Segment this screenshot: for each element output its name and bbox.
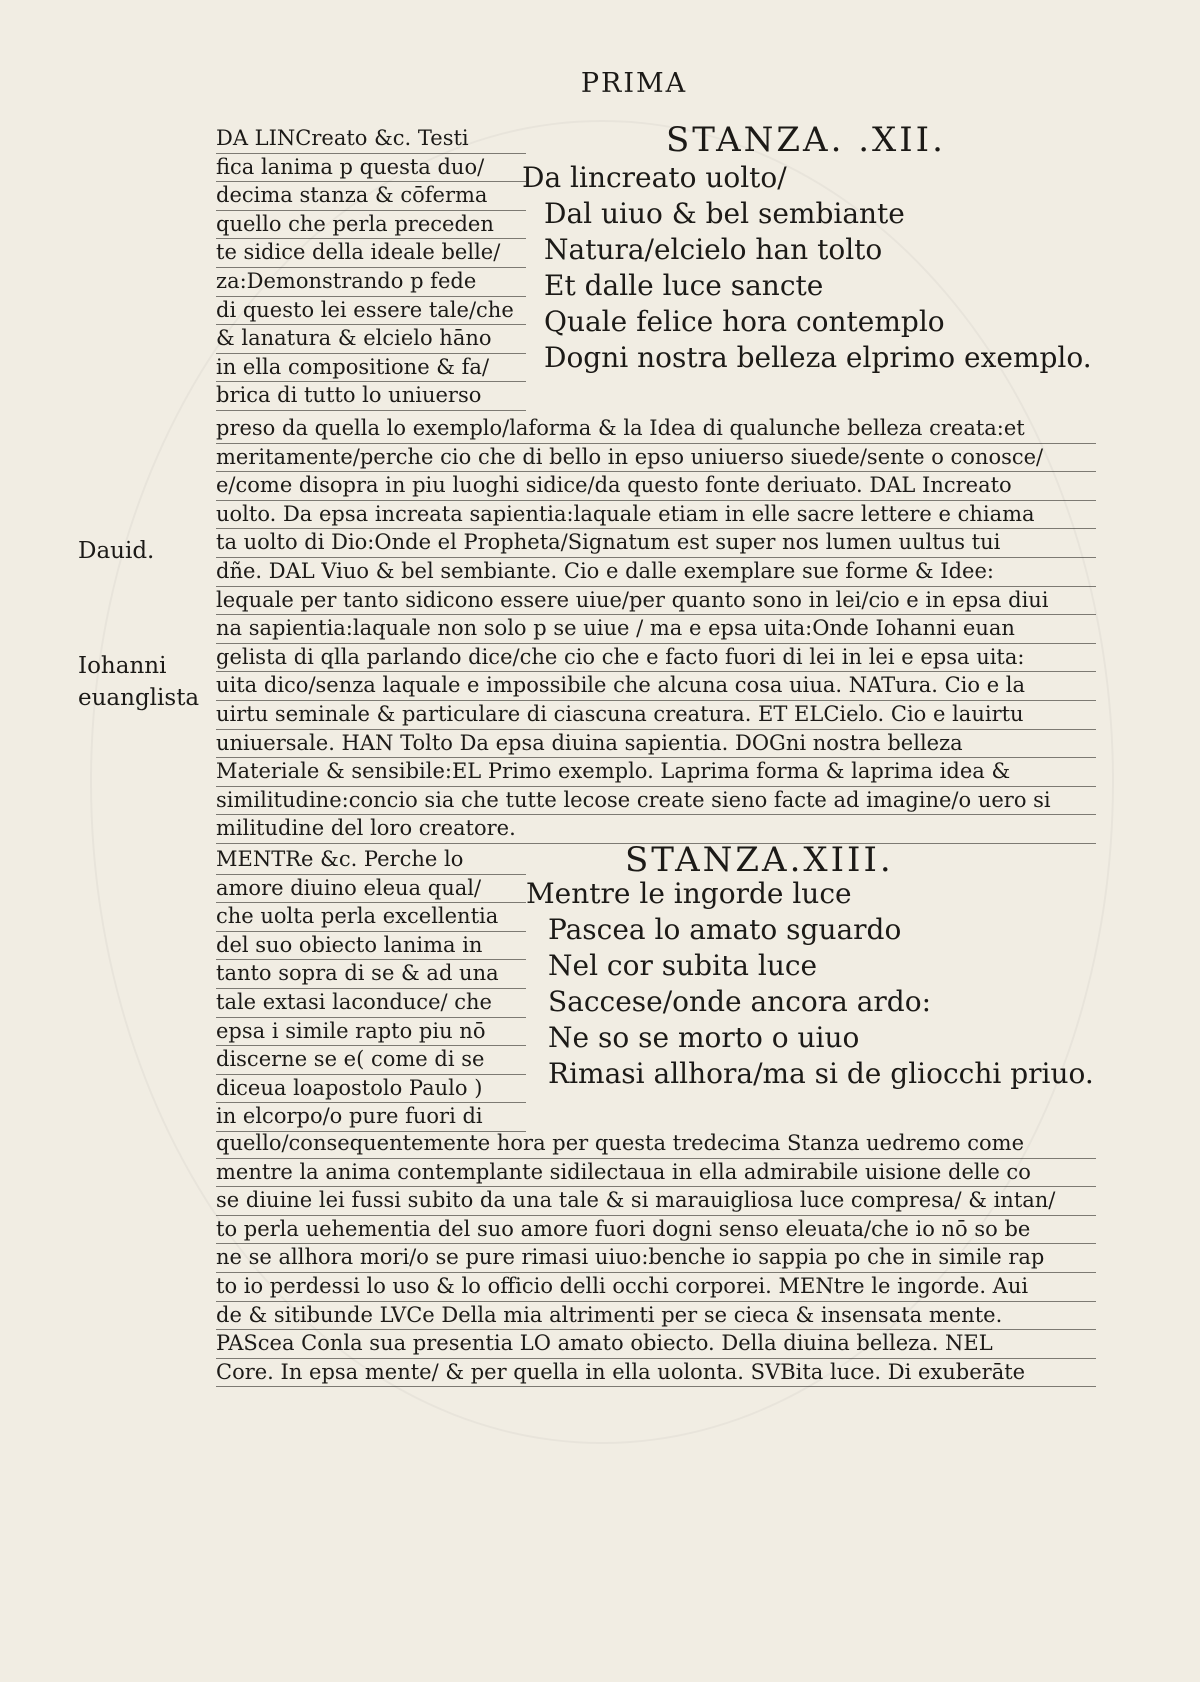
commentary-line: brica di tutto lo uniuerso: [216, 382, 526, 411]
page-header: PRIMA: [580, 68, 688, 99]
stanza-12-commentary-column: [216, 125, 526, 411]
commentary-line: na sapientia:laquale non solo p se uiue / ma e epsa uita:Onde Iohanni euan: [216, 615, 1096, 644]
commentary-line: DA LINCreato &c. Testi: [216, 125, 526, 154]
verse-line: Nel cor subita luce: [548, 949, 818, 982]
commentary-line: tale extasi laconduce/ che: [216, 989, 526, 1018]
margin-note-iohanni: [78, 650, 199, 714]
commentary-line: diceua loapostolo Paulo ): [216, 1075, 526, 1104]
verse-line: Natura/elcielo han tolto: [544, 233, 883, 266]
commentary-line: e/come disopra in piu luoghi sidice/da questo fonte deriuato. DAL Increato: [216, 472, 1096, 501]
stanza-13-verse: [526, 876, 1094, 1092]
commentary-line: dñe. DAL Viuo & bel sembiante. Cio e dalle exemplare sue forme & Idee:: [216, 558, 1096, 587]
verse-line: Dogni nostra belleza elprimo exemplo.: [544, 341, 1092, 374]
stanza-12-verse: [522, 160, 1092, 376]
margin-note-line: euanglista: [78, 685, 200, 711]
stanza-13-title: STANZA.XIII.: [625, 840, 894, 880]
commentary-line: se diuine lei fussi subito da una tale & si marauigliosa luce compresa/ & intan/: [216, 1187, 1096, 1216]
verse-line: Et dalle luce sancte: [544, 269, 824, 302]
commentary-line: uita dico/senza laquale e impossibile che alcuna cosa uiua. NATura. Cio e la: [216, 672, 1096, 701]
verse-line: Pascea lo amato sguardo: [548, 913, 902, 946]
stanza-13-commentary-full: [216, 1130, 1096, 1387]
stanza-13-commentary-column: [216, 846, 526, 1132]
commentary-line: & lanatura & elcielo hāno: [216, 325, 526, 354]
verse-line: Ne so se morto o uiuo: [548, 1021, 860, 1054]
verse-line: Mentre le ingorde luce: [526, 877, 852, 910]
commentary-line: di questo lei essere tale/che: [216, 297, 526, 326]
verse-line: Rimasi allhora/ma si de gliocchi priuo.: [548, 1057, 1094, 1090]
commentary-line: uolto. Da epsa increata sapientia:laquale etiam in elle sacre lettere e chiama: [216, 501, 1096, 530]
stanza-12-commentary-full: [216, 415, 1096, 844]
commentary-line: militudine del loro creatore.: [216, 815, 1096, 844]
commentary-line: gelista di qlla parlando dice/che cio che e facto fuori di lei in lei e epsa uita:: [216, 644, 1096, 673]
commentary-line: mentre la anima contemplante sidilectaua in ella admirabile uisione delle co: [216, 1159, 1096, 1188]
commentary-line: epsa i simile rapto piu nō: [216, 1018, 526, 1047]
commentary-line: de & sitibunde LVCe Della mia altrimenti per se cieca & insensata mente.: [216, 1302, 1096, 1331]
commentary-line: to perla uehementia del suo amore fuori dogni senso eleuata/che io nō so be: [216, 1216, 1096, 1245]
commentary-line: del suo obiecto lanima in: [216, 932, 526, 961]
commentary-line: PAScea Conla sua presentia LO amato obiecto. Della diuina belleza. NEL: [216, 1330, 1096, 1359]
commentary-line: MENTRe &c. Perche lo: [216, 846, 526, 875]
commentary-line: similitudine:concio sia che tutte lecose create sieno facte ad imagine/o uero si: [216, 787, 1096, 816]
commentary-line: decima stanza & cōferma: [216, 182, 526, 211]
commentary-line: za:Demonstrando p fede: [216, 268, 526, 297]
commentary-line: meritamente/perche cio che di bello in epso uniuerso siuede/sente o conosce/: [216, 444, 1096, 473]
commentary-line: uniuersale. HAN Tolto Da epsa diuina sapientia. DOGni nostra belleza: [216, 730, 1096, 759]
verse-line: Saccese/onde ancora ardo:: [548, 985, 932, 1018]
commentary-line: uirtu seminale & particulare di ciascuna creatura. ET ELCielo. Cio e lauirtu: [216, 701, 1096, 730]
margin-note-david: Dauid.: [78, 538, 155, 564]
commentary-line: in elcorpo/o pure fuori di: [216, 1103, 526, 1132]
commentary-line: fica lanima p questa duo/: [216, 154, 526, 183]
commentary-line: to io perdessi lo uso & lo officio delli occhi corporei. MENtre le ingorde. Aui: [216, 1273, 1096, 1302]
commentary-line: ta uolto di Dio:Onde el Propheta/Signatum est super nos lumen uultus tui: [216, 529, 1096, 558]
commentary-line: tanto sopra di se & ad una: [216, 960, 526, 989]
commentary-line: discerne se e( come di se: [216, 1046, 526, 1075]
commentary-line: lequale per tanto sidicono essere uiue/per quanto sono in lei/cio e in epsa diui: [216, 587, 1096, 616]
verse-line: Dal uiuo & bel sembiante: [544, 197, 905, 230]
commentary-line: che uolta perla excellentia: [216, 903, 526, 932]
commentary-line: quello/consequentemente hora per questa tredecima Stanza uedremo come: [216, 1130, 1096, 1159]
verse-line: Da lincreato uolto/: [522, 161, 787, 194]
commentary-line: in ella compositione & fa/: [216, 354, 526, 383]
margin-note-line: Iohanni: [78, 653, 167, 679]
verse-line: Quale felice hora contemplo: [544, 305, 945, 338]
commentary-line: Materiale & sensibile:EL Primo exemplo. Laprima forma & laprima idea &: [216, 758, 1096, 787]
commentary-line: ne se allhora mori/o se pure rimasi uiuo:benche io sappia po che in simile rap: [216, 1244, 1096, 1273]
commentary-line: amore diuino eleua qual/: [216, 875, 526, 904]
commentary-line: te sidice della ideale belle/: [216, 239, 526, 268]
stanza-12-title: STANZA. .XII.: [666, 120, 946, 160]
commentary-line: quello che perla preceden: [216, 211, 526, 240]
commentary-line: preso da quella lo exemplo/laforma & la Idea di qualunche belleza creata:et: [216, 415, 1096, 444]
commentary-line: Core. In epsa mente/ & per quella in ella uolonta. SVBita luce. Di exuberāte: [216, 1359, 1096, 1388]
